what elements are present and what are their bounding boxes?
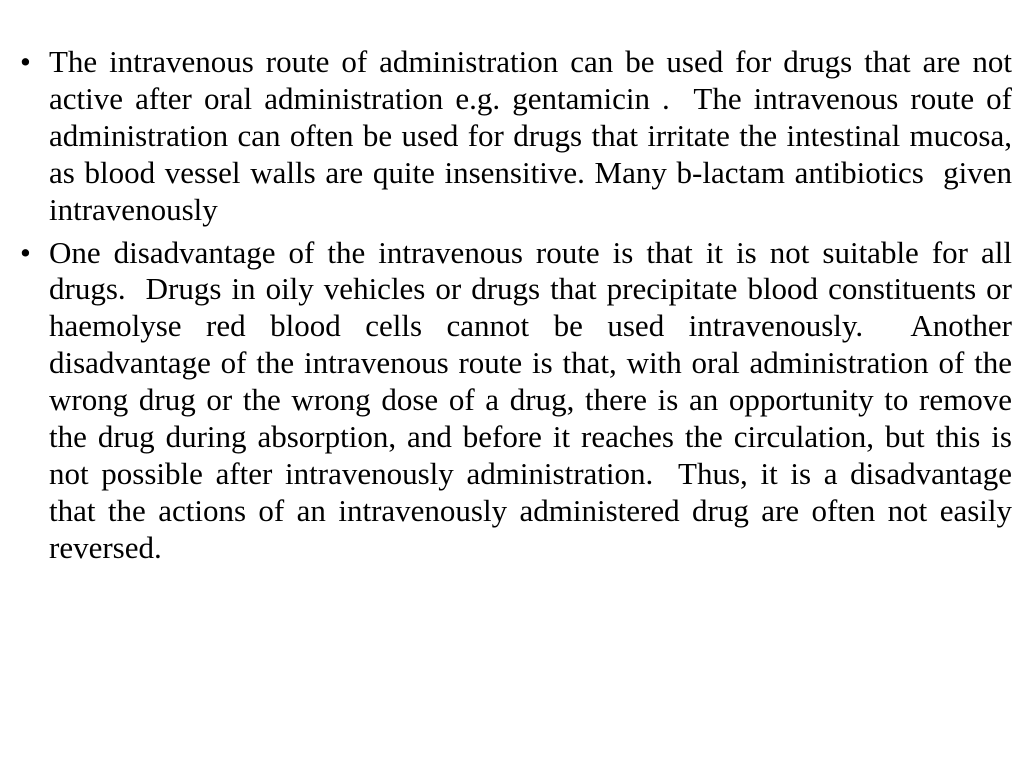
bullet-text-iv-uses: The intravenous route of administration can be used for drugs that are not active after oral administration e.g. gentamicin . The intravenous route of administration can often be used for drugs that irritate the intestinal mucosa, as blood vessel walls are quite insensitive. Many b-lactam antibiotics given intravenously — [49, 44, 1020, 227]
bullet-icon: • — [20, 44, 31, 79]
bullet-text-iv-disadvantages: One disadvantage of the intravenous route is that it is not suitable for all drugs. Drugs in oily vehicles or drugs that precipitate blood constituents or haemolyse red blood cells cannot be used intravenously. Another disadvantage of the intravenous route is that, with oral administration of the wrong drug or the wrong dose of a drug, there is an opportunity to remove the drug during absorption, and before it reaches the circulation, but this is not possible after intravenously administration. Thus, it is a disadvantage that the actions of an intravenously administered drug are often not easily reversed. — [49, 234, 1020, 565]
bullet-icon: • — [20, 234, 31, 270]
bullet-list — [0, 44, 1024, 573]
bullet-item-iv-uses — [0, 44, 1024, 229]
bullet-item-iv-disadvantages — [0, 235, 1024, 567]
